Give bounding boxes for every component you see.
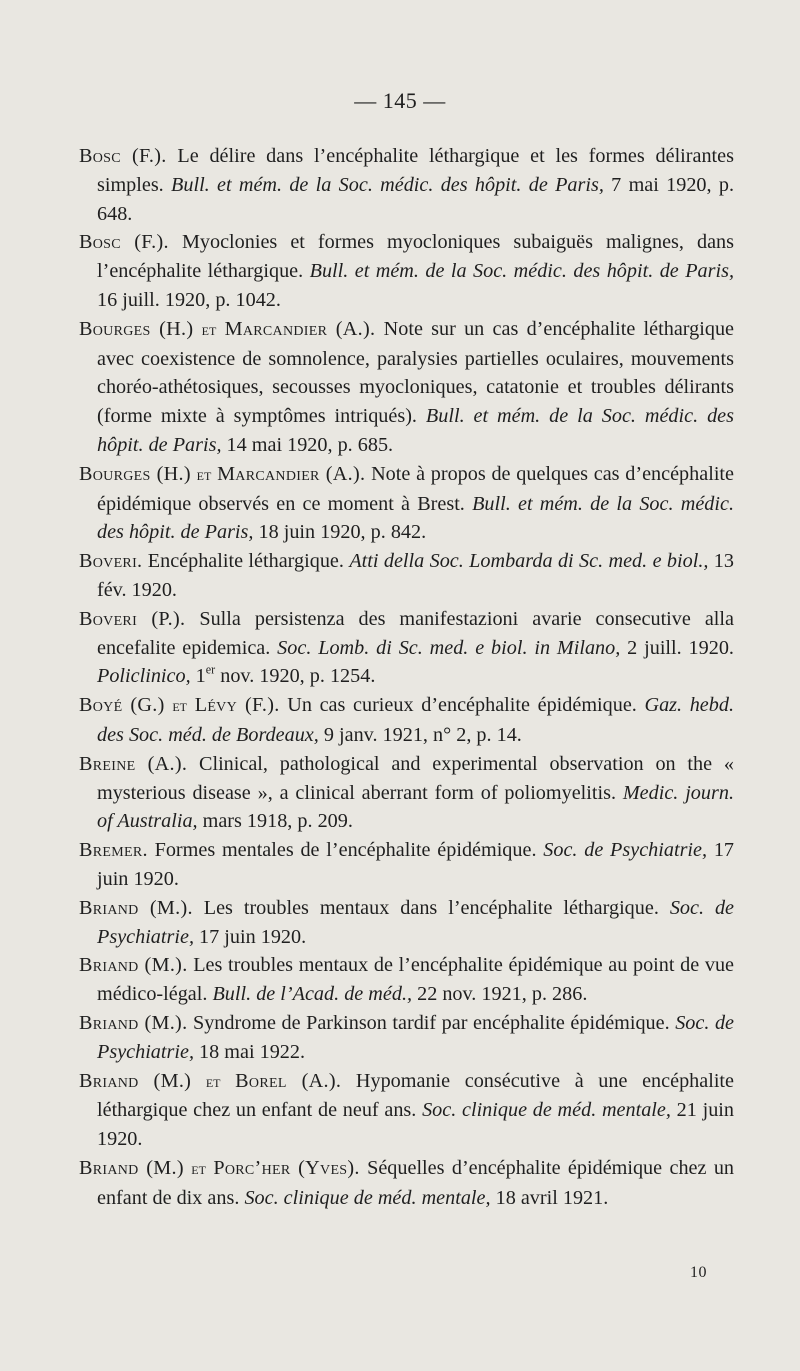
entry-title: Les troubles mentaux dans l’encéphalite léthargique. [192,896,670,919]
entry-author: Marcandier (A.). [217,462,366,485]
entry-date: 18 juin 1920, p. 842. [253,521,427,544]
author-connector: et [172,696,188,716]
entry-author: Bosc (F.). [79,145,167,167]
bibliography-entry [79,1067,734,1154]
entry-source-secondary: Policlinico, [97,665,191,688]
entry-source: Soc. de Psychiatrie, [543,839,708,862]
entry-author: Bremer. [79,839,148,862]
entry-author: Bourges (H.) [79,317,194,340]
entry-source: Soc. de Psychiatrie, [97,1011,734,1063]
entry-title: Encéphalite léthargique. [142,550,350,573]
entry-author: Briand (M.). [79,1011,188,1034]
entry-author: Briand (M.) [79,1069,192,1092]
entry-date: 17 juin 1920. [97,839,734,890]
entry-source: Soc. clinique de méd. mentale, [244,1186,491,1209]
entry-source: Medic. journ. of Australia, [97,781,734,833]
entry-author: Breine (A.). [79,752,188,775]
entry-title: Note à propos de quelques cas d’encéphalite épidémique observés en ce moment à Brest. [97,462,734,515]
entry-title: Un cas curieux d’encéphalite épidémique. [279,694,645,717]
entry-author: Bourges (H.) [79,462,191,485]
entry-date: 16 juill. 1920, p. 1042. [97,288,281,311]
entry-date-secondary: 1 [190,665,206,688]
entry-title: Les troubles mentaux de l’encéphalite épidémique au point de vue médico-légal. [97,954,735,1006]
entry-date: 17 juin 1920. [194,925,307,948]
entry-author: Marcandier (A.). [224,317,376,340]
entry-author: Boyé (G.) [79,694,165,717]
author-connector: et [191,1158,206,1178]
entry-source: Bull. et mém. de la Soc. médic. des hôpit. de Paris, [171,173,604,196]
bibliography-entry [79,750,734,836]
entry-title: Myoclonies et formes myocloniques subaiguës malignes, dans l’encéphalite léthargique. [97,231,734,283]
entry-source: Soc. clinique de méd. mentale, [422,1099,671,1122]
bibliography-entry [79,605,734,691]
entry-date: 9 janv. 1921, n° 2, p. 14. [318,723,522,746]
entry-date: mars 1918, p. 209. [197,810,353,833]
bibliography-entry [79,691,734,750]
bibliography-entry [79,1154,734,1213]
entry-author: Boveri (P.). [79,607,186,630]
entry-title: Clinical, pathological and experimental observation on the « mysterious disease », a clinical aberrant form of poliomyelitis. [97,752,734,804]
entry-author: Briand (M.). [79,954,188,977]
bibliography-entry [79,951,734,1009]
entry-author: Briand (M.). [79,896,193,919]
entry-date: 13 fév. 1920. [97,550,734,601]
bibliography-entry [79,142,734,228]
entry-author: Briand (M.) [79,1156,184,1179]
entry-source: Bull. et mém. de la Soc. médic. des hôpit. de Paris, [97,492,734,544]
bibliography-entry [79,836,734,894]
entry-author: Bosc (F.). [79,231,169,254]
entry-author: Boveri. [79,550,143,573]
page-number: — 145 — [354,88,446,113]
bibliography-entry [79,894,734,952]
entry-source: Bull. et mém. de la Soc. médic. des hôpit. de Paris, [97,405,734,456]
entry-title: Séquelles d’encéphalite épidémique chez un enfant de dix ans. [97,1156,735,1209]
entry-date-secondary-rest: nov. 1920, p. 1254. [215,665,376,688]
bibliography-entry [79,1009,734,1067]
entry-source: Soc. Lomb. di Sc. med. e biol. in Milano, [277,636,621,659]
entry-source: Soc. de Psychiatrie, [97,896,734,948]
bibliography-entry [79,228,734,314]
entry-date: 18 mai 1922. [194,1040,306,1063]
entry-date: 14 mai 1920, p. 685. [221,433,394,456]
bibliography-list [79,142,734,1212]
bibliography-entry [79,315,734,460]
signature-mark: 10 [690,1264,707,1281]
entry-date: 22 nov. 1921, p. 286. [412,983,588,1006]
entry-source: Bull. et mém. de la Soc. médic. des hôpit. de Paris, [309,260,734,283]
entry-date: 18 avril 1921. [490,1186,609,1209]
entry-date: 21 juin 1920. [97,1099,735,1151]
author-connector: et [205,1071,221,1091]
entry-source: Bull. de l’Acad. de méd., [212,983,413,1006]
entry-date-superscript: er [205,662,216,677]
entry-source: Gaz. hebd. des Soc. méd. de Bordeaux, [97,694,735,746]
entry-title: Le délire dans l’encéphalite léthargique et les formes délirantes simples. [97,145,734,196]
entry-date: 2 juill. 1920. [620,636,734,659]
entry-title: Note sur un cas d’encéphalite léthargique avec coexistence de somnolence, paralysies partielles oculaires, mouvements choréo-athétosiques, secousses myocloniques, catatonie et troubles délirants (forme mixte à symptômes intriqués). [97,317,734,428]
author-connector: et [201,319,217,339]
bibliography-entry [79,460,734,547]
entry-author: Porc’her (Yves). [213,1156,360,1179]
entry-source: Atti della Soc. Lombarda di Sc. med. e biol., [349,550,709,573]
entry-author: Lévy (F.). [194,694,280,717]
entry-author: Borel (A.). [235,1069,342,1092]
entry-date: 7 mai 1920, p. 648. [97,173,734,225]
bibliography-entry [79,547,734,605]
entry-title: Syndrome de Parkinson tardif par encéphalite épidémique. [187,1011,676,1034]
entry-title: Formes mentales de l’encéphalite épidémique. [147,839,544,862]
author-connector: et [196,464,212,484]
entry-title: Sulla persistenza des manifestazioni avarie consecutive alla encefalite epidemica. [97,607,734,659]
entry-title: Hypomanie consécutive à une encéphalite léthargique chez un enfant de neuf ans. [97,1069,735,1122]
